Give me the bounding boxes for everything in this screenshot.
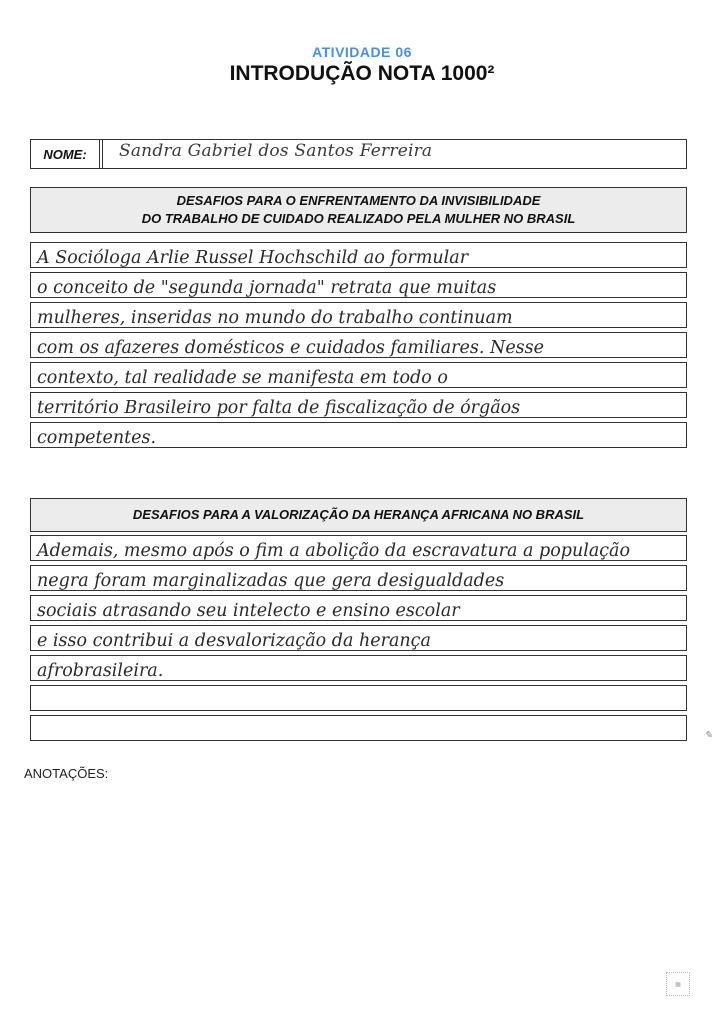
handwritten-text: mulheres, inseridas no mundo do trabalho continuam [37, 308, 513, 328]
pen-mark: ✎ [704, 730, 713, 741]
writing-line[interactable] [30, 535, 687, 561]
writing-line[interactable] [30, 272, 687, 298]
writing-line[interactable] [30, 595, 687, 621]
section2-writing-lines [30, 535, 687, 745]
section1-heading [30, 187, 687, 233]
writing-line[interactable] [30, 332, 687, 358]
handwritten-text: A Socióloga Arlie Russel Hochschild ao formular [37, 248, 469, 268]
handwritten-text: sociais atrasando seu intelecto e ensino escolar [37, 601, 460, 621]
writing-line[interactable] [30, 242, 687, 268]
page-title: INTRODUÇÃO NOTA 1000² [229, 62, 495, 85]
writing-line[interactable] [30, 422, 687, 448]
writing-line[interactable] [30, 565, 687, 591]
section2-heading [30, 498, 687, 532]
handwritten-text: afrobrasileira. [37, 661, 164, 681]
notes-label: ANOTAÇÕES: [24, 766, 109, 781]
name-label: NOME: [31, 140, 103, 168]
handwritten-text: território Brasileiro por falta de fiscalização de órgãos [37, 398, 521, 418]
section1-heading-line1: DESAFIOS PARA O ENFRENTAMENTO DA INVISIBILIDADE [176, 193, 541, 208]
handwritten-text: competentes. [37, 428, 157, 448]
section2-heading-text: DESAFIOS PARA A VALORIZAÇÃO DA HERANÇA AFRICANA NO BRASIL [132, 507, 585, 522]
scanner-stamp-icon: ▦ [666, 972, 690, 996]
handwritten-text: negra foram marginalizadas que gera desigualdades [37, 571, 505, 591]
section1-heading-line2: DO TRABALHO DE CUIDADO REALIZADO PELA MULHER NO BRASIL [141, 211, 576, 226]
name-handwritten-value: Sandra Gabriel dos Santos Ferreira [119, 141, 433, 161]
writing-line[interactable] [30, 392, 687, 418]
writing-line[interactable] [30, 715, 687, 741]
handwritten-text: com os afazeres domésticos e cuidados familiares. Nesse [37, 338, 544, 358]
section1-writing-lines [30, 242, 687, 452]
handwritten-text: o conceito de "segunda jornada" retrata que muitas [37, 278, 497, 298]
name-field[interactable] [30, 139, 687, 169]
writing-line[interactable] [30, 302, 687, 328]
writing-line[interactable] [30, 685, 687, 711]
writing-line[interactable] [30, 362, 687, 388]
handwritten-text: e isso contribui a desvalorização da herança [37, 631, 431, 651]
writing-line[interactable] [30, 655, 687, 681]
activity-number: ATIVIDADE 06 [312, 44, 412, 60]
handwritten-text: Ademais, mesmo após o fim a abolição da escravatura a população [37, 541, 631, 561]
handwritten-text: contexto, tal realidade se manifesta em todo o [37, 368, 448, 388]
writing-line[interactable] [30, 625, 687, 651]
